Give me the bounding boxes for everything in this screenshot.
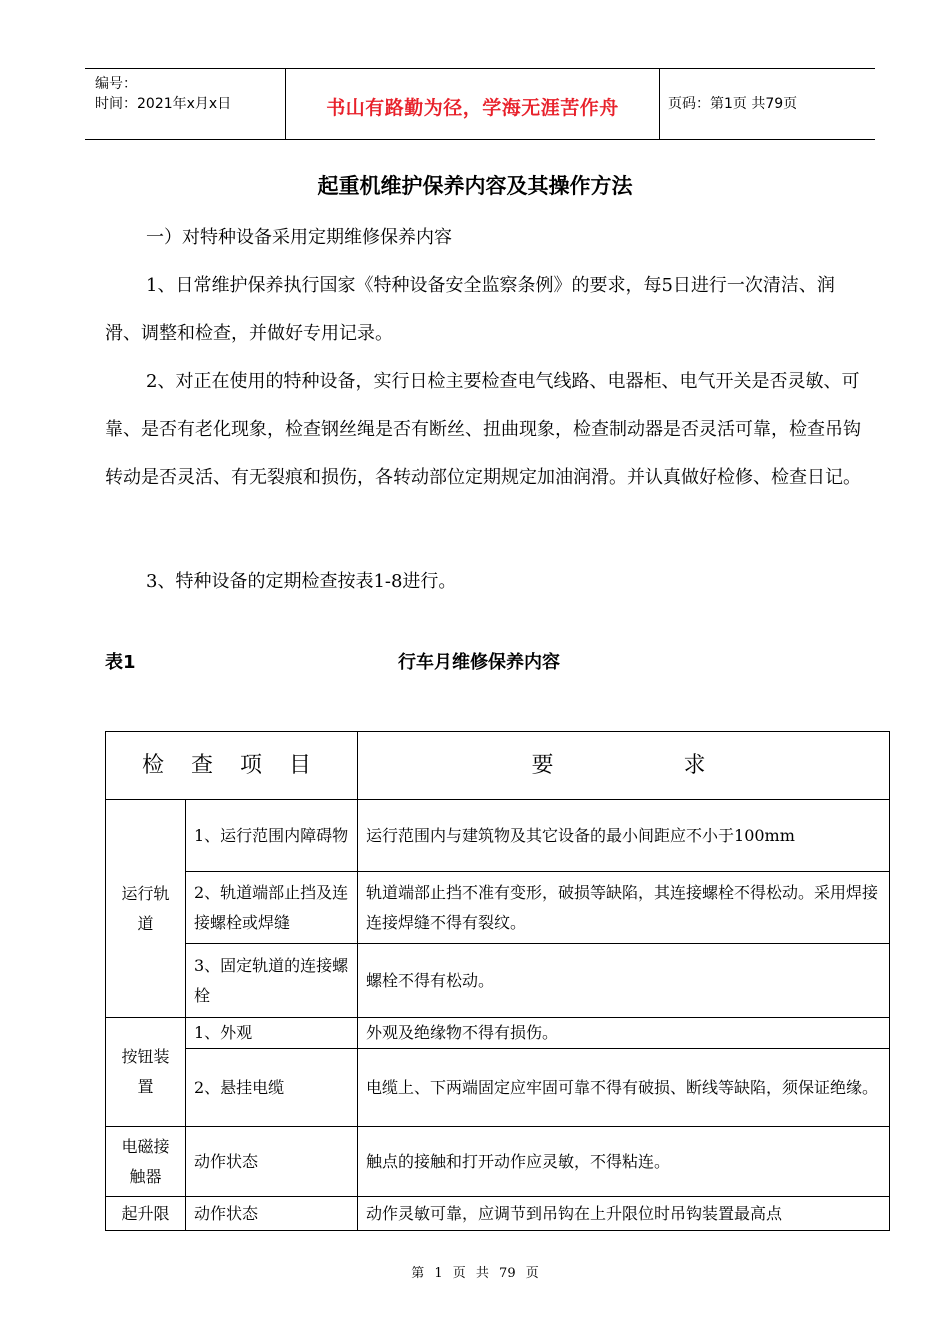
number-label: 编号： (95, 76, 137, 92)
item-cell: 2、轨道端部止挡及连接螺栓或焊缝 (186, 872, 358, 944)
requirement-cell: 外观及绝缘物不得有损伤。 (358, 1018, 890, 1049)
table-header-row (106, 732, 890, 800)
item-cell: 1、外观 (186, 1018, 358, 1049)
group-cell: 按钮装置 (106, 1018, 186, 1127)
table-row (106, 944, 890, 1018)
requirement-cell: 轨道端部止挡不准有变形，破损等缺陷，其连接螺栓不得松动。采用焊接连接焊缝不得有裂纹。 (358, 872, 890, 944)
header-item-cell: 检 查 项 目 (106, 732, 358, 800)
group-cell: 起升限 (106, 1197, 186, 1231)
requirement-cell: 触点的接触和打开动作应灵敏，不得粘连。 (358, 1127, 890, 1197)
requirement-cell: 动作灵敏可靠，应调节到吊钩在上升限位时吊钩装置最高点 (358, 1197, 890, 1231)
table-row (106, 800, 890, 872)
header-motto-cell (285, 69, 660, 139)
header-requirement-2: 求 (683, 752, 716, 778)
paragraph-1: 1、日常维护保养执行国家《特种设备安全监察条例》的要求，每5日进行一次清洁、润滑、调整和检查，并做好专用记录。 (105, 275, 835, 344)
maintenance-table (105, 731, 890, 1231)
table-row (106, 872, 890, 944)
requirement-cell: 电缆上、下两端固定应牢固可靠不得有破损、断线等缺陷，须保证绝缘。 (358, 1049, 890, 1127)
table-row (106, 1049, 890, 1127)
table-row (106, 1197, 890, 1231)
table-row (106, 1018, 890, 1049)
paragraph-3: 3、特种设备的定期检查按表1-8进行。 (146, 571, 457, 592)
paragraph-2: 2、对正在使用的特种设备，实行日检主要检查电气线路、电器柜、电气开关是否灵敏、可靠、是否有老化现象，检查钢丝绳是否有断丝、扭曲现象，检查制动器是否灵活可靠，检查吊钩转动是否灵活、有无裂痕和损伤，各转动部位定期规定加油润滑。并认真做好检修、检查日记。 (105, 371, 861, 488)
item-cell: 1、运行范围内障碍物 (186, 800, 358, 872)
item-cell: 2、悬挂电缆 (186, 1049, 358, 1127)
time-label: 时间：2021年x月x日 (95, 96, 232, 112)
table-label: 表1 (105, 652, 136, 673)
table-row (106, 1127, 890, 1197)
header-requirement-1: 要 (531, 752, 564, 778)
item-cell: 动作状态 (186, 1197, 358, 1231)
requirement-cell: 运行范围内与建筑物及其它设备的最小间距应不小于100mm (358, 800, 890, 872)
page-footer: 第 1 页 共 79 页 (411, 1266, 539, 1281)
item-cell: 动作状态 (186, 1127, 358, 1197)
group-cell: 运行轨道 (106, 800, 186, 1018)
table-title: 行车月维修保养内容 (398, 652, 560, 673)
header-page-label: 页码：第1页 共79页 (668, 96, 798, 112)
document-title: 起重机维护保养内容及其操作方法 (317, 174, 633, 198)
header-meta-cell (85, 69, 285, 139)
requirement-cell: 螺栓不得有松动。 (358, 944, 890, 1018)
header-motto: 书山有路勤为径，学海无涯苦作舟 (326, 97, 619, 119)
group-cell: 电磁接触器 (106, 1127, 186, 1197)
page-header (85, 68, 875, 140)
header-requirement-cell (358, 732, 890, 800)
item-cell: 3、固定轨道的连接螺栓 (186, 944, 358, 1018)
section-heading: 一）对特种设备采用定期维修保养内容 (146, 227, 452, 248)
